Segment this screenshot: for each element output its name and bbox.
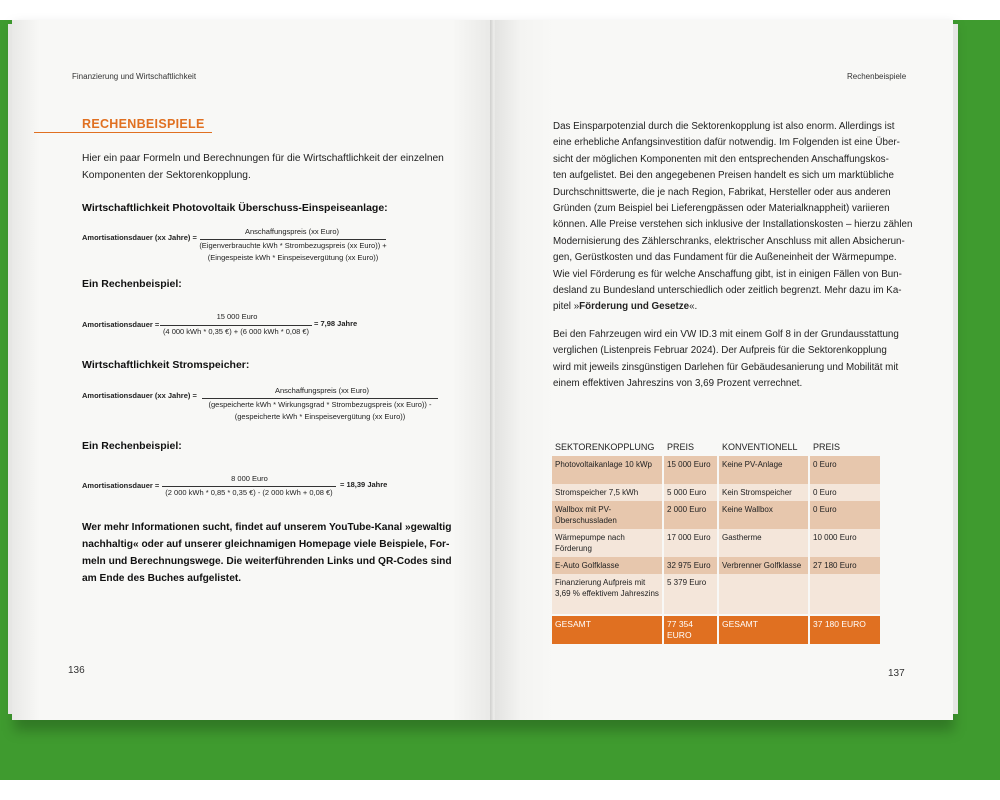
text-line: einem effektiven Jahreszins von 3,69 Prozent verrechnet. xyxy=(553,378,803,390)
table-row xyxy=(552,484,880,501)
table-header-row xyxy=(552,440,880,456)
text-line: können. Alle Preise verstehen sich inklusive der Installationskosten – hierzu zählen xyxy=(553,219,913,231)
column-header: PREIS xyxy=(810,440,880,456)
intro-line: Hier ein paar Formeln und Berechnungen für die Wirtschaftlichkeit der einzelnen xyxy=(82,153,444,164)
formula-numerator: Anschaffungspreis (xx Euro) xyxy=(244,227,340,236)
formula-denominator xyxy=(198,240,388,264)
intro-line: Komponenten der Sektorenkopplung. xyxy=(82,169,251,181)
heading-rule xyxy=(34,132,212,133)
running-head-right: Rechenbeispiele xyxy=(847,72,907,81)
table-cell: Stromspeicher 7,5 kWh xyxy=(552,484,662,501)
formula-label: Amortisationsdauer = xyxy=(82,320,160,329)
formula-numerator: 15 000 Euro xyxy=(216,312,258,321)
table-cell: 27 180 Euro xyxy=(810,557,880,574)
closing-line: nachhaltig« oder auf unserer gleichnamigen Homepage viele Beispiele, For- xyxy=(82,539,450,550)
table-cell: Wärmepumpe nach Förderung xyxy=(552,529,662,557)
page-number-right: 137 xyxy=(888,668,905,679)
column-header: KONVENTIONELL xyxy=(719,440,808,456)
page-edge-right xyxy=(953,24,958,714)
denominator-line: (Eingespeiste kWh * Einspeisevergütung (xx Euro)) xyxy=(207,253,379,262)
formula-result: = 18,39 Jahre xyxy=(340,480,388,489)
table-cell: 5 000 Euro xyxy=(664,484,717,501)
text-line: gen, Gerüstkosten und das Fundament für die Außeneinheit der Wärmepumpe. xyxy=(553,252,897,264)
formula-label: Amortisationsdauer (xx Jahre) = xyxy=(82,233,197,242)
formula-label: Amortisationsdauer (xx Jahre) = xyxy=(82,391,197,400)
table-cell: 15 000 Euro xyxy=(664,456,717,484)
right-page xyxy=(495,20,953,720)
text-line: eine erhebliche Anfangsinvestition dafür notwendig. Im Folgenden ist eine Über- xyxy=(553,137,900,149)
formula-denominator xyxy=(198,399,442,423)
intro-paragraph xyxy=(553,119,945,316)
table-cell: 0 Euro xyxy=(810,501,880,529)
column-header: SEKTORENKOPPLUNG xyxy=(552,440,662,456)
text-line: Bei den Fahrzeugen wird ein VW ID.3 mit einem Golf 8 in der Grundausstattung xyxy=(553,329,899,340)
table-cell: Kein Stromspeicher xyxy=(719,484,808,501)
intro-text xyxy=(82,151,462,184)
table-cell: Keine PV-Anlage xyxy=(719,456,808,484)
text-line: Durchschnittswerte, die je nach Region, Fabrikat, Hersteller oder aus anderen xyxy=(553,186,891,198)
total-cell: 37 180 EURO xyxy=(810,616,880,644)
table-cell: Gastherme xyxy=(719,529,808,557)
table-cell: Keine Wallbox xyxy=(719,501,808,529)
vehicle-paragraph xyxy=(553,327,945,393)
storage-title: Wirtschaftlichkeit Stromspeicher: xyxy=(82,359,250,371)
closing-paragraph xyxy=(82,519,462,587)
page-number-left: 136 xyxy=(68,665,85,676)
text-line: verglichen (Listenpreis Februar 2024). Der Aufpreis für die Sektorenkopplung xyxy=(553,345,887,357)
cost-comparison-table xyxy=(550,440,882,644)
denominator-line: (Eigenverbrauchte kWh * Strombezugspreis (xx Euro)) + xyxy=(199,241,387,250)
table-cell: 2 000 Euro xyxy=(664,501,717,529)
table-cell: 0 Euro xyxy=(810,484,880,501)
table-cell: Finanzierung Aufpreis mit 3,69 % effektivem Jahreszins xyxy=(552,574,662,614)
denominator-line: (gespeicherte kWh * Wirkungsgrad * Strombezugspreis (xx Euro)) - xyxy=(208,400,432,409)
table-cell: Verbrenner Golfklasse xyxy=(719,557,808,574)
table-cell xyxy=(719,574,808,614)
closing-line: am Ende des Buches aufgelistet. xyxy=(82,573,242,584)
table-row xyxy=(552,557,880,574)
pv-title: Wirtschaftlichkeit Photovoltaik Überschuss-Einspeiseanlage: xyxy=(82,202,388,214)
closing-line: Wer mehr Informationen sucht, findet auf unserem YouTube-Kanal »gewaltig xyxy=(82,522,452,533)
text-line xyxy=(553,299,945,315)
example2-title: Ein Rechenbeispiel: xyxy=(82,440,182,452)
formula-denominator: (2 000 kWh * 0,85 * 0,35 €) - (2 000 kWh + 0,08 €) xyxy=(165,488,333,497)
table-cell: 0 Euro xyxy=(810,456,880,484)
denominator-line: (gespeicherte kWh * Einspeisevergütung (xx Euro)) xyxy=(234,412,406,421)
formula-denominator: (4 000 kWh * 0,35 €) + (6 000 kWh * 0,08 €) xyxy=(162,327,310,336)
text-fragment: «. xyxy=(689,301,698,313)
text-line: Modernisierung des Zählerschranks, elektrischer Anschluss mit allen Absicherun- xyxy=(553,235,905,247)
text-line: Wie viel Förderung es für welche Anschaffung gibt, ist in einigen Fällen von Bun- xyxy=(553,268,902,280)
table-cell: 32 975 Euro xyxy=(664,557,717,574)
table-row xyxy=(552,456,880,484)
table-row xyxy=(552,529,880,557)
column-header: PREIS xyxy=(664,440,717,456)
formula-result: = 7,98 Jahre xyxy=(314,319,358,328)
table-cell: 5 379 Euro xyxy=(664,574,717,614)
table-cell: 10 000 Euro xyxy=(810,529,880,557)
table-cell: Photovoltaikanlage 10 kWp xyxy=(552,456,662,484)
section-heading: RECHENBEISPIELE xyxy=(82,117,205,131)
formula-numerator: 8 000 Euro xyxy=(231,474,268,483)
text-line: Das Einsparpotenzial durch die Sektorenkopplung ist also enorm. Allerdings ist xyxy=(553,121,895,132)
text-fragment: pitel » xyxy=(553,301,580,313)
text-line: sicht der möglichen Komponenten mit den entsprechenden Anschaffungskos- xyxy=(553,153,889,165)
chapter-reference: Förderung und Gesetze xyxy=(579,301,690,313)
left-page xyxy=(12,20,493,720)
formula-numerator: Anschaffungspreis (xx Euro) xyxy=(274,386,370,395)
text-line: desland zu Bundesland unterschiedlich oder zeitlich begrenzt. Mehr dazu im Ka- xyxy=(553,285,902,297)
table-cell: Wallbox mit PV-Überschussladen xyxy=(552,501,662,529)
formula-label: Amortisationsdauer = xyxy=(82,481,160,490)
table-row xyxy=(552,501,880,529)
table-cell: 17 000 Euro xyxy=(664,529,717,557)
text-line: Gründen (zum Beispiel bei Lieferengpässen oder Materialknappheit) variieren xyxy=(553,203,890,215)
table-row xyxy=(552,574,880,614)
closing-line: meln und Berechnungswege. Die weiterführenden Links und QR-Codes sind xyxy=(82,556,452,567)
example1-title: Ein Rechenbeispiel: xyxy=(82,278,182,290)
running-head-left: Finanzierung und Wirtschaftlichkeit xyxy=(72,72,197,81)
table-total-row xyxy=(552,616,880,644)
total-cell: 77 354 EURO xyxy=(664,616,717,644)
text-line: ten aufgelistet. Bei den angegebenen Preisen handelt es sich um marktübliche xyxy=(553,170,894,182)
table-cell xyxy=(810,574,880,614)
total-cell: GESAMT xyxy=(552,616,662,644)
table-cell: E-Auto Golfklasse xyxy=(552,557,662,574)
total-cell: GESAMT xyxy=(719,616,808,644)
text-line: wird mit jeweils zinsgünstigen Darlehen für Gebäudesanierung und Mobilität mit xyxy=(553,361,899,373)
